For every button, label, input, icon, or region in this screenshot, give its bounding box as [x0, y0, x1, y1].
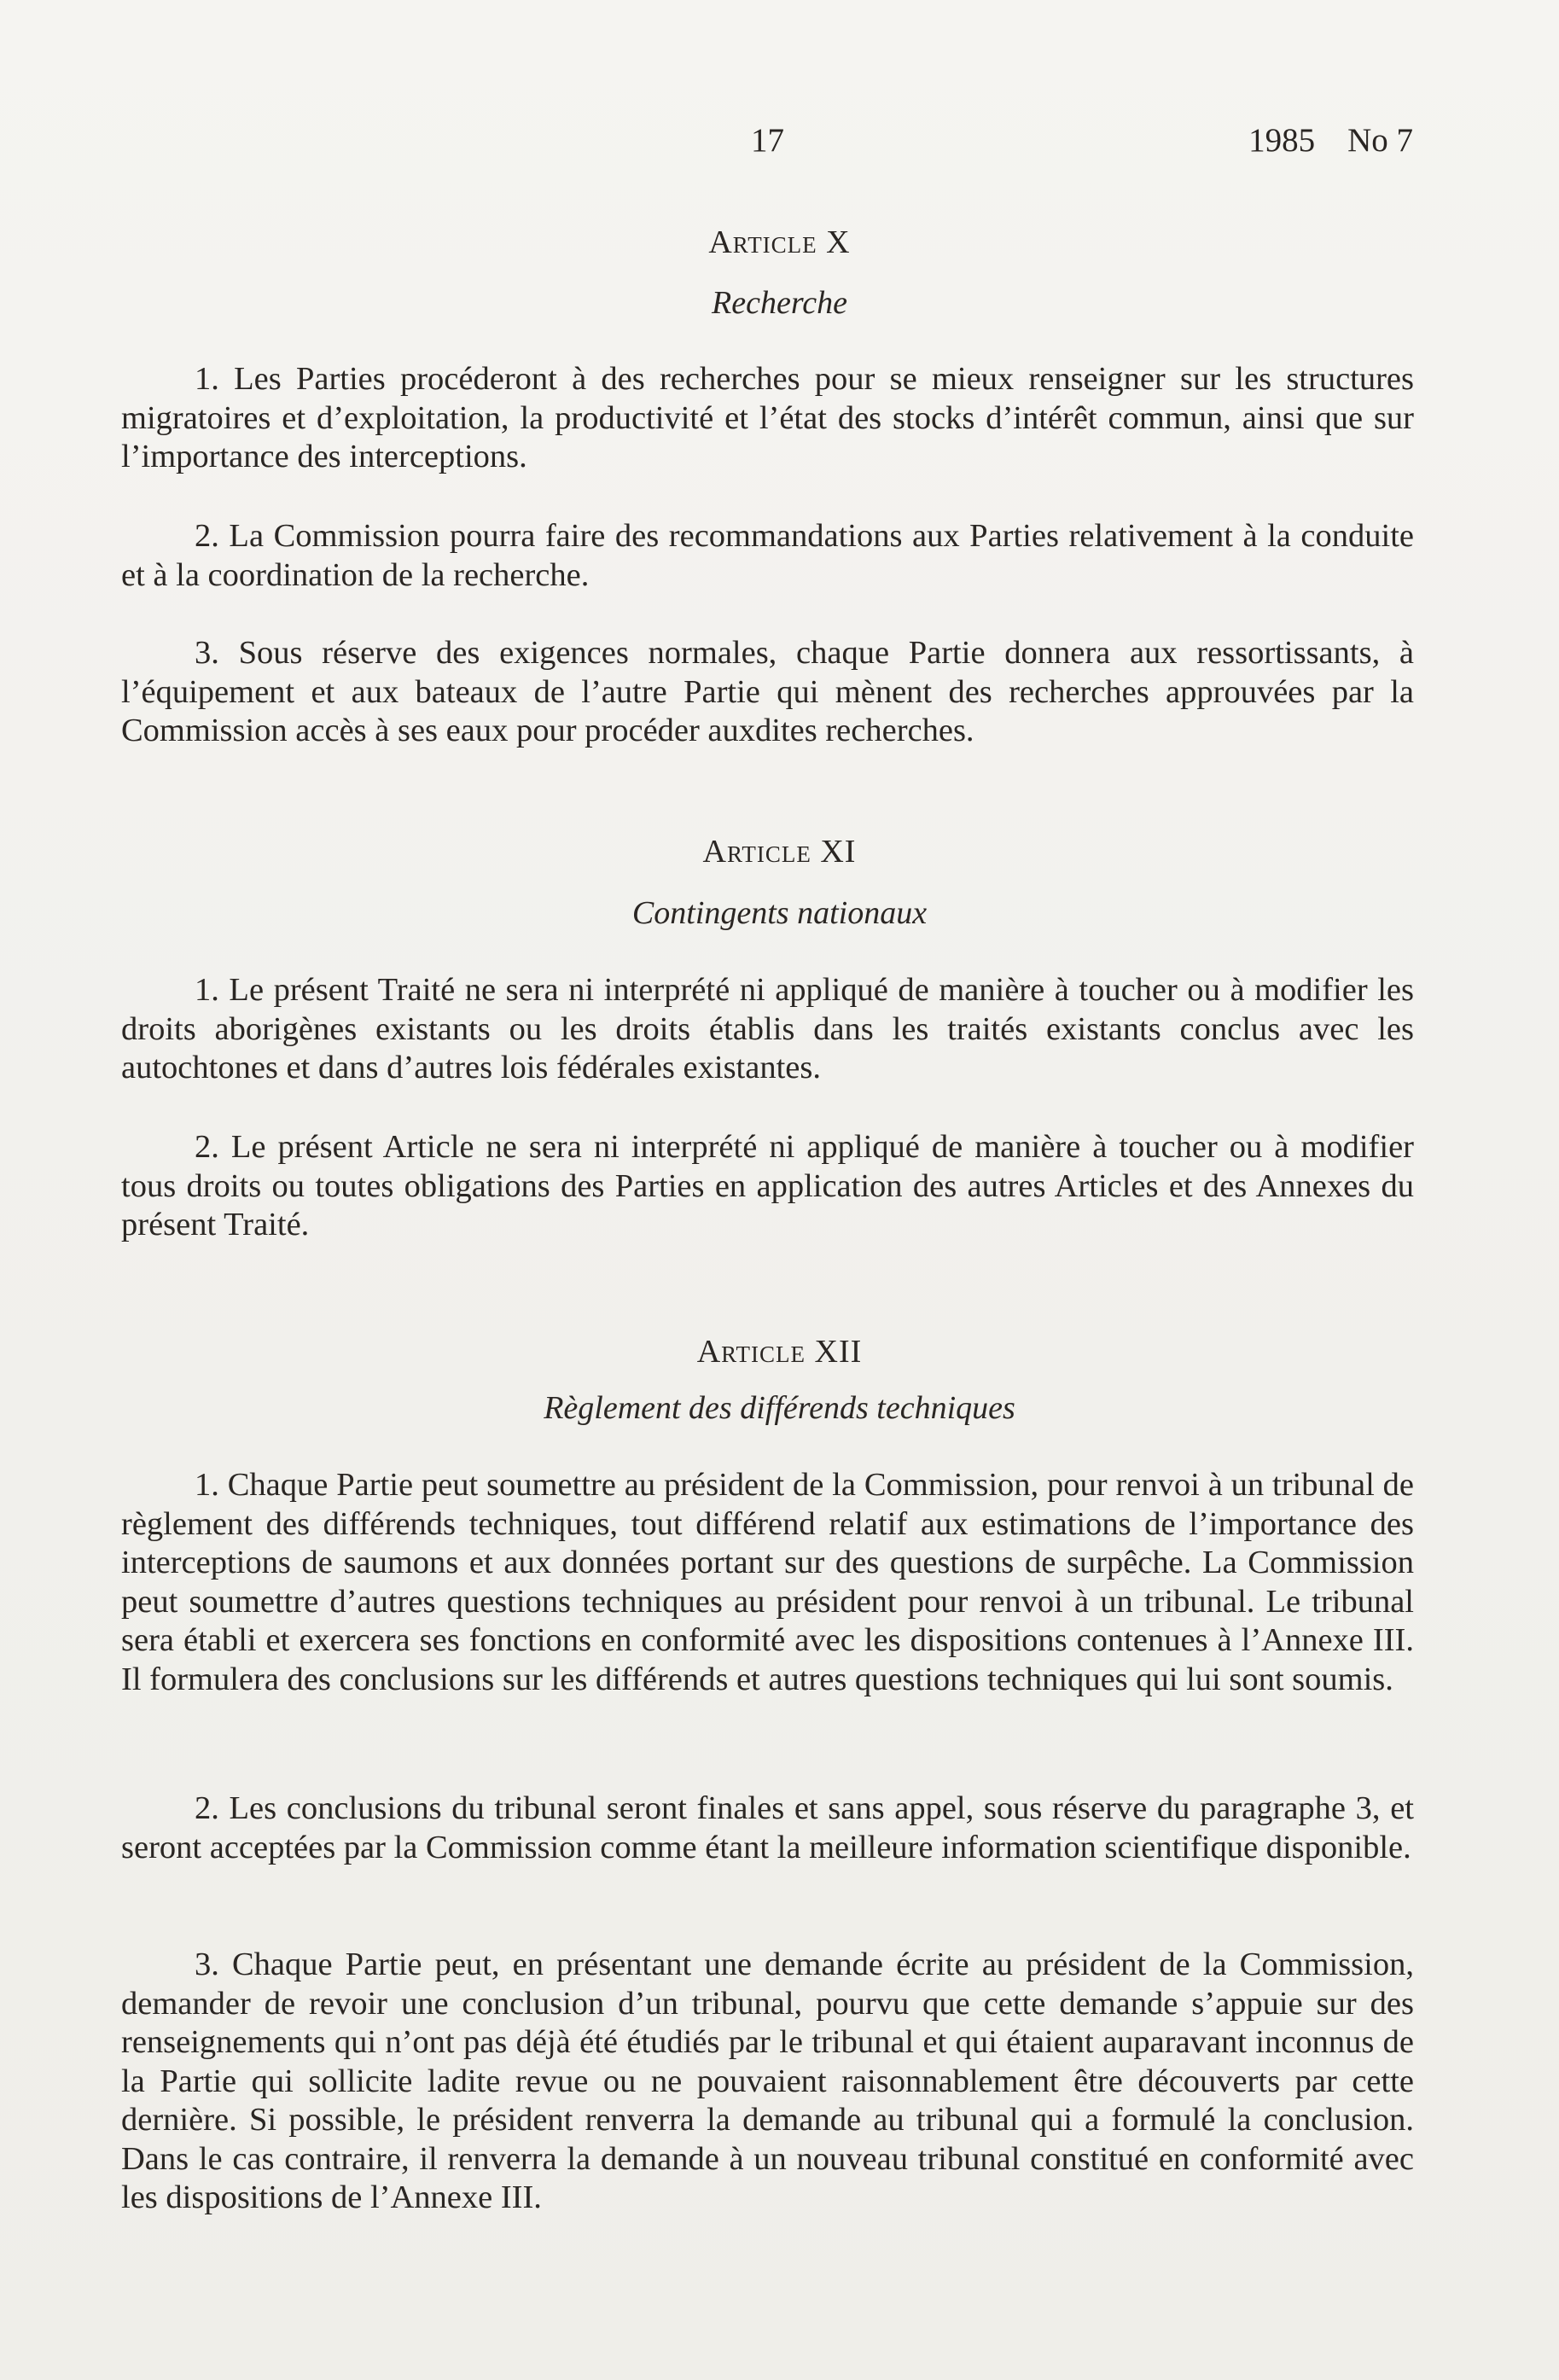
- article-xi-title: [0, 833, 1559, 870]
- article-xi-subtitle: Contingents nationaux: [631, 895, 928, 931]
- article-xii-title-word: Article: [696, 1334, 806, 1370]
- article-x-paragraph-2: 2. La Commission pourra faire des recommandations aux Parties relativement à la conduite et à la coordination de la recherche.: [121, 518, 1414, 593]
- article-xii-paragraph-2: 2. Les conclusions du tribunal seront finales et sans appel, sous réserve du paragraphe 3, et seront acceptées par la Commission comme étant la meilleure information scientifique disponible.: [121, 1790, 1414, 1865]
- gazette-year: 1985: [1248, 122, 1316, 159]
- page-number: 17: [751, 122, 784, 159]
- article-xii-paragraph-3: 3. Chaque Partie peut, en présentant une demande écrite au président de la Commission, demander de revoir une conclusion d’un tribunal, pourvu que cette demande s’appuie sur des renseignements qui n’ont pas déjà été étudiés par le tribunal et qui étaient auparavant inconnus de la Partie qui sollicite ladite revue ou ne pouvaient raisonnablement être découverts par cette dernière. Si possible, le président renverra la demande au tribunal qui a formulé la conclusion. Dans le cas contraire, il renverra la demande à un nouveau tribunal constitué en conformité avec les dispositions de l’Annexe III.: [121, 1946, 1414, 2215]
- article-xii-title: [0, 1333, 1559, 1370]
- article-x-title: [0, 224, 1559, 261]
- article-x-paragraph-3: 3. Sous réserve des exigences normales, chaque Partie donnera aux ressortissants, à l’équipement et aux bateaux de l’autre Partie qui mènent des recherches approuvées par la Commission accès à ses eaux pour procéder auxdites recherches.: [121, 635, 1414, 748]
- article-xi-paragraph-2: 2. Le présent Article ne sera ni interprété ni appliqué de manière à toucher ou à modifier tous droits ou toutes obligations des Parties en application des autres Articles et des Annexes du présent Traité.: [121, 1129, 1414, 1242]
- article-xi-title-number: XI: [820, 834, 857, 870]
- article-xi-paragraph-1: 1. Le présent Traité ne sera ni interprété ni appliqué de manière à toucher ou à modifier les droits aborigènes existants ou les droits établis dans les traités existants conclus avec les autochtones et dans d’autres lois fédérales existantes.: [121, 972, 1414, 1085]
- article-xii-title-number: XII: [814, 1334, 863, 1370]
- article-xii-subtitle: Règlement des différends techniques: [544, 1390, 1015, 1426]
- article-xii-paragraph-1: 1. Chaque Partie peut soumettre au président de la Commission, pour renvoi à un tribunal de règlement des différends techniques, tout différend relatif aux estimations de l’importance des interceptions de saumons et aux données portant sur des questions de surpêche. La Commission peut soumettre d’autres questions techniques au président pour renvoi à un tribunal. Le tribunal sera établi et exercera ses fonctions en conformité avec les dispositions contenues à l’Annexe III. Il formulera des conclusions sur les différends et autres questions techniques qui lui sont soumis.: [121, 1467, 1414, 1697]
- article-x-title-number: X: [826, 224, 851, 260]
- article-x-subtitle: Recherche: [712, 285, 847, 321]
- page-header: [0, 121, 1559, 164]
- article-xi-title-word: Article: [702, 834, 811, 870]
- gazette-issue: No 7: [1347, 122, 1413, 159]
- gazette-reference: [1248, 121, 1413, 160]
- article-x-paragraph-1: 1. Les Parties procéderont à des recherches pour se mieux renseigner sur les structures migratoires et d’exploitation, la productivité et l’état des stocks d’intérêt commun, ainsi que sur l’importance des interceptions.: [121, 361, 1414, 474]
- article-x-title-word: Article: [708, 224, 817, 260]
